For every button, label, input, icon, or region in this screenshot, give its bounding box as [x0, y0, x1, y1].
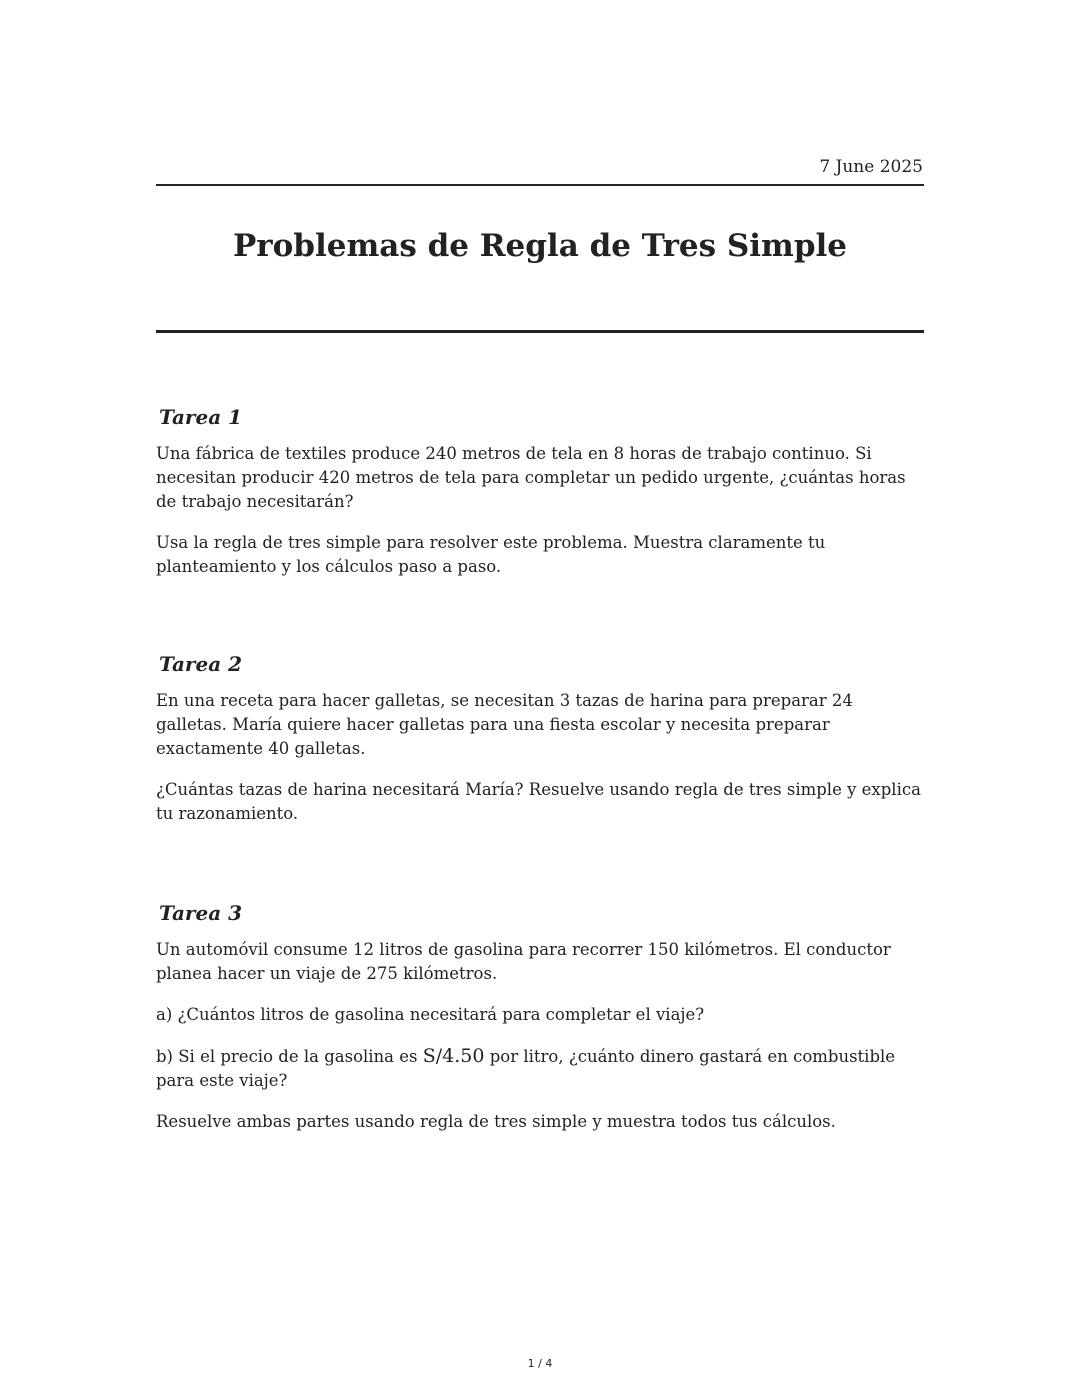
task-paragraph: a) ¿Cuántos litros de gasolina necesitará para completar el viaje? — [156, 1005, 705, 1024]
task-paragraph: Usa la regla de tres simple para resolver este problema. Muestra claramente tu planteamiento y los cálculos paso a paso. — [156, 533, 826, 576]
task-paragraph: ¿Cuántas tazas de harina necesitará María? Resuelve usando regla de tres simple y explica tu razonamiento. — [156, 780, 921, 823]
title-divider — [156, 330, 924, 333]
header-divider — [156, 184, 924, 186]
task-heading: Tarea 2 — [159, 652, 243, 676]
part-b-text-before: b) Si el precio de la gasolina es — [156, 1047, 423, 1066]
task-2 — [156, 651, 924, 843]
task-paragraph-part-b — [156, 1044, 924, 1093]
task-3 — [156, 900, 924, 1151]
document-date: 7 June 2025 — [819, 157, 923, 177]
task-1 — [156, 404, 924, 596]
task-paragraph: Un automóvil consume 12 litros de gasolina para recorrer 150 kilómetros. El conductor planea hacer un viaje de 275 kilómetros. — [156, 940, 891, 983]
task-heading: Tarea 1 — [159, 405, 243, 429]
task-paragraph: Resuelve ambas partes usando regla de tres simple y muestra todos tus cálculos. — [156, 1112, 836, 1131]
task-paragraph: Una fábrica de textiles produce 240 metros de tela en 8 horas de trabajo continuo. Si necesitan producir 420 metros de tela para completar un pedido urgente, ¿cuántas horas de trabajo necesitarán? — [156, 444, 906, 511]
part-b-text-after: por litro, ¿cuánto dinero gastará en combustible para este viaje? — [156, 1047, 896, 1090]
document-title: Problemas de Regla de Tres Simple — [232, 228, 848, 264]
page-number: 1 / 4 — [527, 1357, 553, 1370]
task-heading: Tarea 3 — [159, 901, 243, 925]
task-paragraph: En una receta para hacer galletas, se necesitan 3 tazas de harina para preparar 24 galletas. María quiere hacer galletas para una fiesta escolar y necesita preparar exactamente 40 galletas. — [156, 691, 853, 758]
price-math: S/4.50 — [422, 1045, 485, 1067]
